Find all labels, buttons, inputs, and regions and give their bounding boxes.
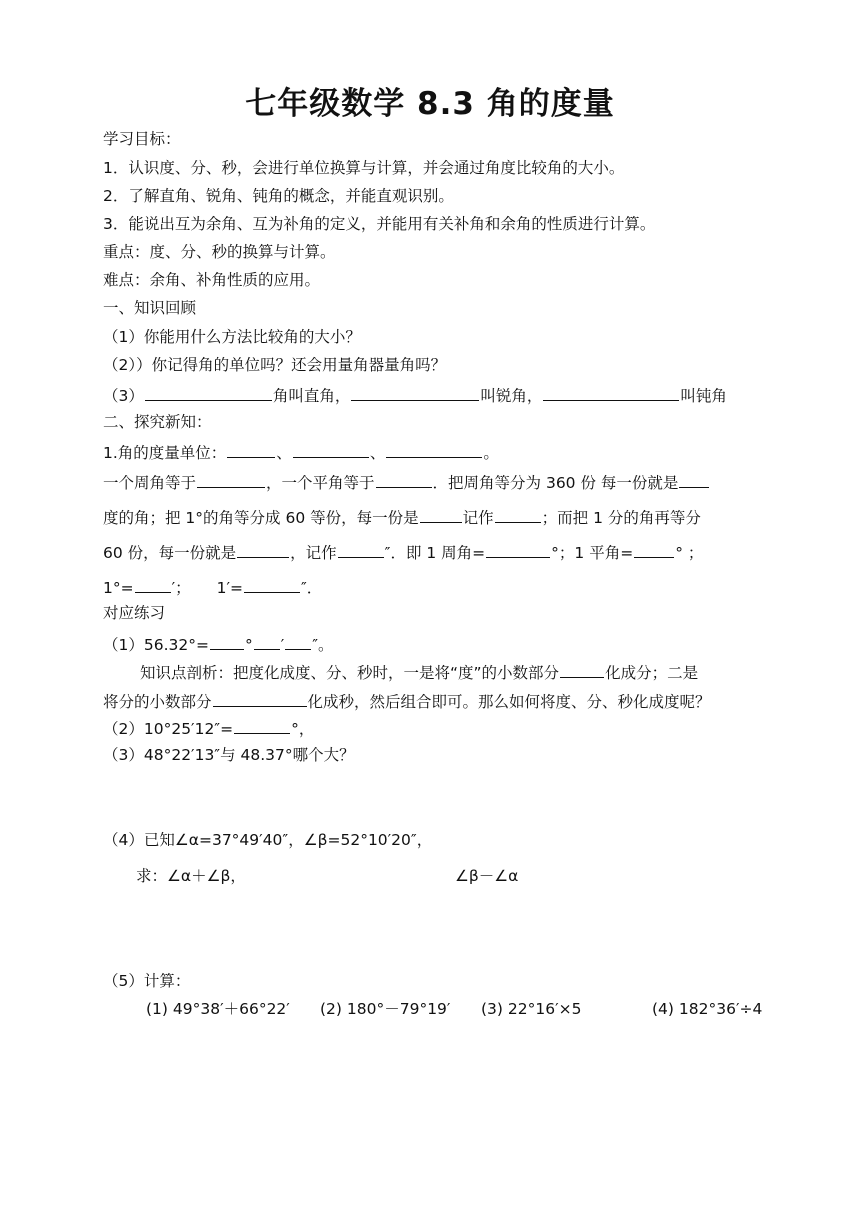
key-point: 重点：度、分、秒的换算与计算。 — [103, 243, 336, 261]
minutes-blank[interactable] — [254, 632, 280, 650]
text: 1′= — [216, 579, 244, 597]
angle-units-line — [103, 440, 499, 464]
text: 化成秒，然后组合即可。那么如何将度、分、秒化成度呢？ — [307, 693, 711, 711]
text: ° — [244, 636, 253, 654]
explore-line-4 — [103, 575, 322, 599]
explore-line-2 — [103, 505, 701, 529]
q3-prefix: （3） — [103, 387, 144, 405]
degrees-blank[interactable] — [210, 632, 244, 650]
decimal-degree-blank[interactable] — [234, 716, 290, 734]
explore-heading: 二、探究新知： — [103, 413, 212, 431]
full-angle-blank[interactable] — [197, 470, 265, 488]
analysis-line-1 — [140, 660, 698, 684]
text: °， — [291, 720, 315, 738]
minute-blank[interactable] — [420, 505, 462, 523]
text: ，记作 — [290, 544, 337, 562]
analysis-line-2 — [103, 689, 711, 713]
goals-heading: 学习目标： — [103, 130, 181, 148]
calc-item-1: (1) 49°38′＋66°22′ — [146, 1000, 290, 1018]
goal-1: 1．认识度、分、秒，会进行单位换算与计算，并会通过角度比较角的大小。 — [103, 159, 625, 177]
text: ，一个平角等于 — [266, 474, 375, 492]
text: °；1 平角= — [551, 544, 634, 562]
exercise-4-ask-sum: 求：∠α＋∠β， — [136, 867, 246, 885]
degree-to-minute-blank[interactable] — [135, 575, 171, 593]
text: 记作 — [462, 509, 494, 527]
seconds-blank[interactable] — [285, 632, 311, 650]
text: ．把周角等分为 360 份 每一份就是 — [432, 474, 679, 492]
degree-blank[interactable] — [679, 470, 709, 488]
text: 知识点剖析：把度化成度、分、秒时，一是将“度”的小数部分 — [140, 664, 560, 682]
text: （1）56.32°= — [103, 636, 209, 654]
review-heading: 一、知识回顾 — [103, 299, 197, 317]
obtuse-angle-blank[interactable] — [543, 383, 679, 401]
text: ″． — [301, 579, 323, 597]
q3-right-angle-text: 角叫直角， — [272, 387, 351, 405]
calc-item-2: (2) 180°－79°19′ — [320, 1000, 451, 1018]
minute-notation-blank[interactable] — [495, 505, 541, 523]
separator: 、 — [276, 444, 292, 462]
goal-2: 2．了解直角、锐角、钝角的概念，并能直观识别。 — [103, 187, 454, 205]
explore-line-3 — [103, 540, 703, 564]
second-notation-blank[interactable] — [338, 540, 384, 558]
unit-blank-3[interactable] — [386, 440, 482, 458]
practice-heading: 对应练习 — [103, 604, 166, 622]
right-angle-blank[interactable] — [145, 383, 272, 401]
review-question-1: （1）你能用什么方法比较角的大小？ — [103, 328, 361, 346]
straight-angle-blank[interactable] — [376, 470, 432, 488]
units-prefix: 1.角的度量单位： — [103, 444, 227, 462]
second-blank[interactable] — [237, 540, 289, 558]
full-angle-degrees-blank[interactable] — [486, 540, 550, 558]
explore-line-1 — [103, 470, 710, 494]
separator: 、 — [369, 444, 386, 462]
text: （2）10°25′12″= — [103, 720, 234, 738]
analysis-blank-1[interactable] — [560, 660, 604, 678]
text: ′ — [280, 636, 285, 654]
text: 60 份，每一份就是 — [103, 544, 237, 562]
q3-obtuse-text: 叫钝角 — [680, 387, 727, 405]
text: ′； — [171, 579, 191, 597]
exercise-4-ask-diff: ∠β－∠α — [455, 867, 519, 885]
text: 化成分；二是 — [605, 664, 699, 682]
text: 1°= — [103, 579, 134, 597]
text: ；而把 1 分的角再等分 — [541, 509, 701, 527]
exercise-3: （3）48°22′13″与 48.37°哪个大？ — [103, 746, 355, 764]
exercise-5: （5）计算： — [103, 972, 191, 990]
text: 度的角；把 1°的角等分成 60 等份，每一份是 — [103, 509, 419, 527]
q3-acute-text: 叫锐角， — [480, 387, 543, 405]
text: 一个周角等于 — [103, 474, 197, 492]
text: ″．即 1 周角= — [384, 544, 486, 562]
text: ″。 — [312, 636, 334, 654]
difficult-point: 难点：余角、补角性质的应用。 — [103, 271, 321, 289]
goal-3: 3．能说出互为余角、互为补角的定义，并能用有关补角和余角的性质进行计算。 — [103, 215, 656, 233]
calc-item-4: (4) 182°36′÷4 — [652, 1000, 763, 1018]
review-question-2: （2））你记得角的单位吗？还会用量角器量角吗？ — [103, 356, 447, 374]
unit-blank-1[interactable] — [227, 440, 275, 458]
analysis-blank-2[interactable] — [213, 689, 307, 707]
review-question-3 — [103, 383, 727, 407]
unit-blank-2[interactable] — [293, 440, 369, 458]
exercise-1 — [103, 632, 334, 656]
straight-angle-degrees-blank[interactable] — [634, 540, 674, 558]
exercise-2 — [103, 716, 314, 740]
line-end: 。 — [483, 444, 499, 462]
text: 将分的小数部分 — [103, 693, 212, 711]
text: ° ； — [675, 544, 704, 562]
page-title: 七年级数学 8.3 角的度量 — [245, 86, 615, 122]
calc-item-3: (3) 22°16′×5 — [481, 1000, 582, 1018]
minute-to-second-blank[interactable] — [244, 575, 300, 593]
acute-angle-blank[interactable] — [351, 383, 479, 401]
exercise-4: （4）已知∠α=37°49′40″，∠β=52°10′20″， — [103, 831, 433, 849]
